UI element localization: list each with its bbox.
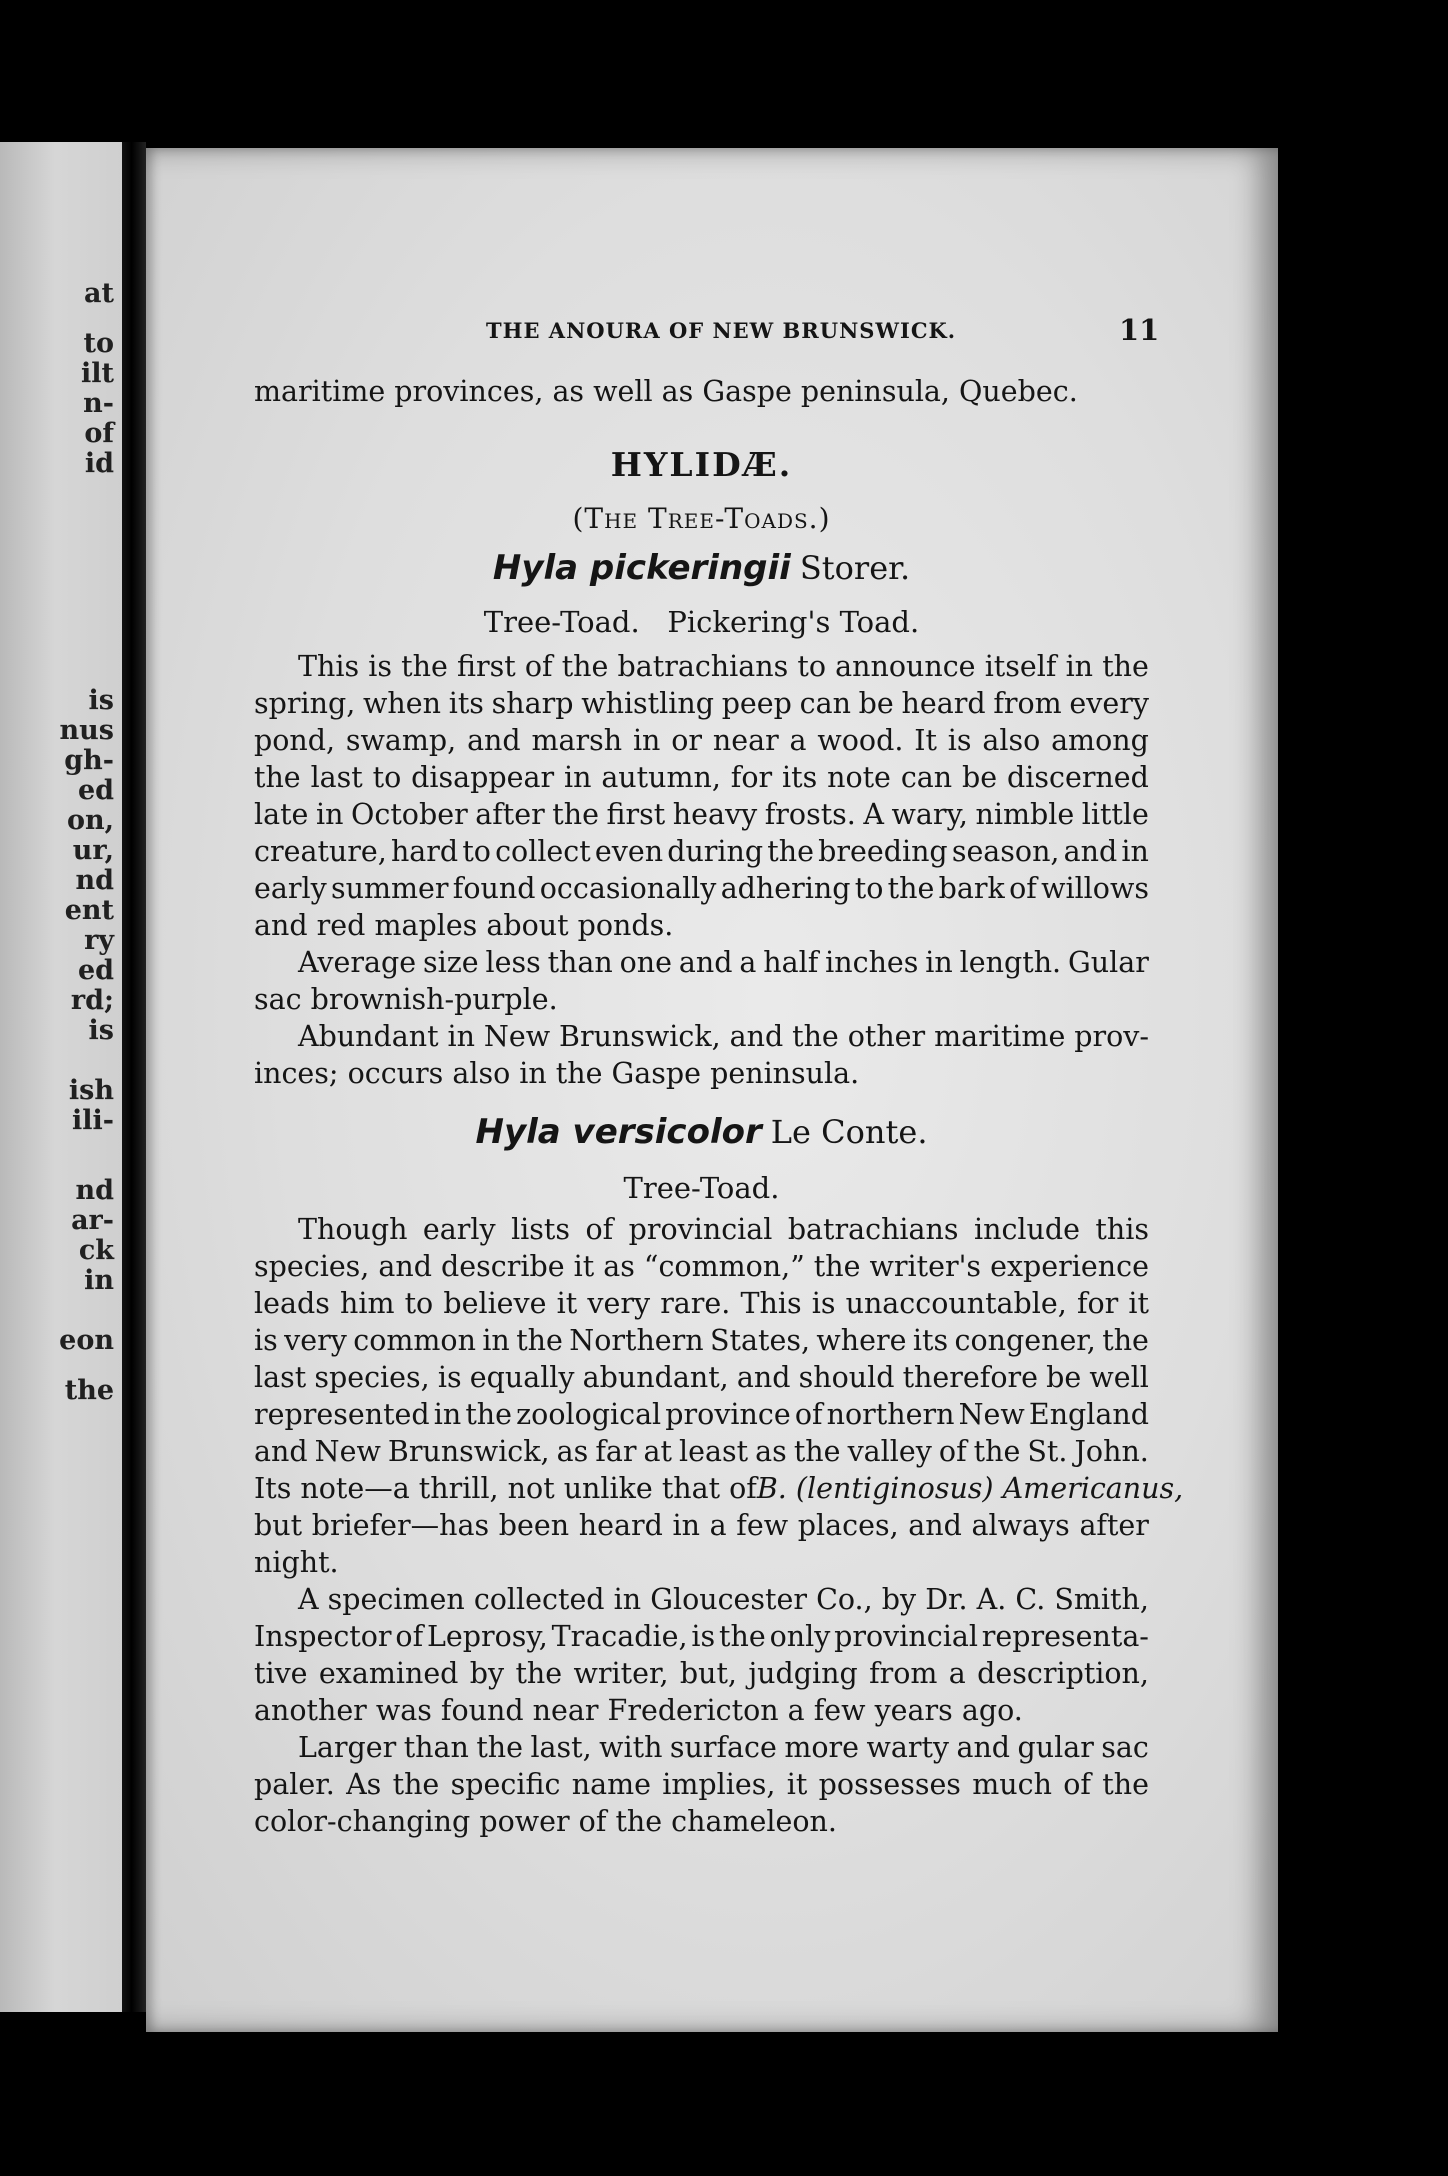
left-page-fragment: of [84, 418, 114, 449]
left-page-fragment: eon [59, 1325, 114, 1356]
text-line: and New Brunswick, as far at least as the valley of the St. John. [254, 1435, 1149, 1468]
family-name: HYLIDÆ. [610, 445, 793, 484]
text-line: inces; occurs also in the Gaspe peninsula. [254, 1057, 860, 1090]
species2-name: Hyla versicolor [475, 1112, 762, 1152]
family-common-name: (The Tree-Toads.) [572, 502, 831, 535]
text-line: A specimen collected in Gloucester Co., by Dr. A. C. Smith, [298, 1583, 1149, 1616]
intro-block [254, 373, 1149, 410]
left-page-fragment: ar- [71, 1205, 114, 1236]
left-page-fragment: nd [75, 865, 114, 896]
left-page-fragment: nd [75, 1175, 114, 1206]
species1-common-block [254, 604, 1149, 641]
text-line: is very common in the Northern States, where its congener, the [254, 1324, 1149, 1357]
text-line: late in October after the first heavy frosts. A wary, nimble little [254, 798, 1149, 831]
left-page-fragment: ur, [72, 835, 114, 866]
text-line: early summer found occasionally adhering to the bark of willows [254, 872, 1149, 905]
text-line: spring, when its sharp whistling peep can be heard from every [254, 687, 1149, 720]
left-page-fragment: ed [77, 955, 114, 986]
species1-author: Storer. [799, 549, 911, 587]
left-page-fragment: to [83, 328, 114, 359]
family-heading-block [254, 446, 1149, 483]
text-line: Though early lists of provincial batrachians include this [298, 1213, 1149, 1246]
species2-note-block [254, 1470, 1184, 1581]
left-page-fragment: n- [83, 388, 114, 419]
left-page-fragment: in [84, 1265, 114, 1296]
left-page-fragment: id [84, 448, 114, 479]
species2-text-continued [254, 1581, 1149, 1840]
left-page-fragment: at [84, 278, 114, 309]
species2-text [254, 1211, 1149, 1470]
left-page-fragment: ck [78, 1235, 114, 1266]
text-line: represented in the zoological province of northern New England [254, 1398, 1149, 1431]
note-italic: B. (lentiginosus) Americanus, [756, 1472, 1184, 1505]
book-page [146, 148, 1278, 2032]
text-line: color-changing power of the chameleon. [254, 1805, 837, 1838]
left-page-fragment: ry [84, 925, 114, 956]
species1-common-name: Tree-Toad. Pickering's Toad. [483, 605, 920, 639]
text-line: This is the first of the batrachians to announce itself in the [298, 650, 1149, 683]
text-line: Inspector of Leprosy, Tracadie, is the only provincial representa- [254, 1620, 1149, 1653]
left-page-fragment: ent [64, 895, 114, 926]
text-line: paler. As the specific name implies, it possesses much of the [254, 1768, 1149, 1801]
left-page-fragment: is [88, 1015, 114, 1046]
text-line: creature, hard to collect even during the breeding season, and in [254, 835, 1149, 868]
intro-line: maritime provinces, as well as Gaspe peninsula, Quebec. [254, 375, 1078, 408]
page-number: 11 [1119, 313, 1160, 347]
species1-text [254, 648, 1149, 1092]
left-page-fragment: ed [77, 775, 114, 806]
text-line: sac brownish-purple. [254, 983, 558, 1016]
text-line: the last to disappear in autumn, for its note can be discerned [254, 761, 1149, 794]
note-before: Its note—a thrill, not unlike that of [254, 1472, 757, 1505]
book-gutter [122, 142, 146, 2012]
text-line: last species, is equally abundant, and should therefore be well [254, 1361, 1149, 1394]
species1-name: Hyla pickeringii [492, 548, 791, 588]
text-line: pond, swamp, and marsh in or near a wood. It is also among [254, 724, 1149, 757]
text-line: but briefer—has been heard in a few places, and always after [254, 1509, 1149, 1542]
left-page-fragment: gh- [64, 745, 114, 776]
left-page-fragment: nus [59, 715, 114, 746]
text-line: another was found near Fredericton a few years ago. [254, 1694, 1023, 1727]
species2-author: Le Conte. [770, 1113, 928, 1151]
text-line [254, 1470, 1184, 1507]
left-page-fragment: is [88, 685, 114, 716]
text-line: Average size less than one and a half inches in length. Gular [298, 946, 1149, 979]
left-page-fragment: the [64, 1375, 114, 1406]
species2-common-block [254, 1170, 1149, 1207]
species1-heading [254, 550, 1149, 588]
text-line: tive examined by the writer, but, judging from a description, [254, 1657, 1149, 1690]
left-page-fragment: on, [66, 805, 114, 836]
left-page-fragment: rd; [70, 985, 114, 1016]
text-line: Abundant in New Brunswick, and the other maritime prov- [298, 1020, 1149, 1053]
family-common-block [254, 500, 1149, 537]
species2-common-name: Tree-Toad. [623, 1171, 780, 1205]
text-line: species, and describe it as “common,” the writer's experience [254, 1250, 1149, 1283]
left-page-fragment: ili- [72, 1105, 114, 1136]
species2-heading [254, 1114, 1149, 1152]
left-page-edge [0, 142, 122, 2012]
left-page-fragment: ish [68, 1075, 114, 1106]
text-line: Larger than the last, with surface more warty and gular sac [298, 1731, 1149, 1764]
running-head: THE ANOURA OF NEW BRUNSWICK. [486, 318, 957, 343]
text-line: night. [254, 1546, 339, 1579]
text-line: leads him to believe it very rare. This is unaccountable, for it [254, 1287, 1149, 1320]
left-page-fragment: ilt [81, 358, 114, 389]
text-line: and red maples about ponds. [254, 909, 674, 942]
